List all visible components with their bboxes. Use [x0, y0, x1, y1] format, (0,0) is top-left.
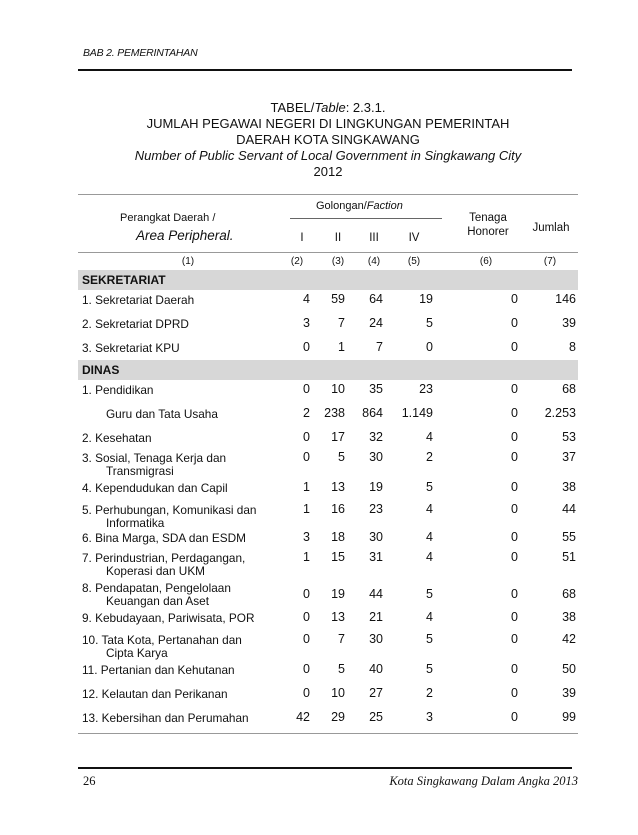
title-line-en: Number of Public Servant of Local Government in Singkawang City [134, 148, 522, 163]
col-g2: II [334, 232, 342, 244]
header-top-line [78, 194, 578, 195]
jumlah-label: Jumlah [532, 222, 570, 234]
table-row: 4. Kependudukan dan Capil 1 13 19 5 0 38 [82, 480, 576, 495]
page-number: 26 [83, 774, 96, 788]
table-title [78, 100, 578, 180]
header-rule [78, 69, 572, 71]
col-index-3: (3) [331, 256, 345, 267]
table-row: 3. Sosial, Tenaga Kerja dan Transmigrasi 0 5 30 2 0 37 [82, 450, 576, 478]
table-row: 6. Bina Marga, SDA dan ESDM 3 18 30 4 0 55 [82, 530, 576, 545]
col-index-5: (5) [407, 256, 421, 267]
footer-rule [78, 767, 572, 769]
table-row: 8. Pendapatan, Pengelolaan Keuangan dan Aset 0 19 44 5 0 68 [82, 581, 576, 608]
col-g1: I [300, 232, 304, 244]
section-row: DINAS [78, 360, 578, 380]
table-row: 12. Kelautan dan Perikanan 0 10 27 2 0 39 [82, 686, 576, 701]
honorer-label: Honorer [467, 226, 509, 238]
col-g4: IV [408, 232, 420, 244]
col-index-4: (4) [367, 256, 381, 267]
chapter-header: BAB 2. PEMERINTAHAN [83, 47, 198, 59]
col-index-7: (7) [543, 256, 557, 267]
section-row: SEKRETARIAT [78, 270, 578, 290]
table-row: 7. Perindustrian, Perdagangan, Koperasi dan UKM 1 15 31 4 0 51 [82, 550, 576, 578]
table-row: 1. Sekretariat Daerah 4 59 64 19 0 146 [82, 292, 576, 307]
title-line-id-1: JUMLAH PEGAWAI NEGERI DI LINGKUNGAN PEMERINTAH [146, 116, 510, 131]
publication-name: Kota Singkawang Dalam Angka 2013 [389, 774, 578, 788]
table-header [78, 190, 578, 270]
table-row: 3. Sekretariat KPU 0 1 7 0 0 8 [82, 340, 576, 355]
perangkat-label: Perangkat Daerah / [120, 212, 216, 224]
table-row: 11. Pertanian dan Kehutanan 0 5 40 5 0 50 [82, 662, 576, 677]
col-g3: III [369, 232, 379, 244]
col-index-2: (2) [290, 256, 304, 267]
col-index-1: (1) [181, 256, 195, 267]
table-number: TABEL/Table: 2.3.1. [270, 100, 386, 115]
golongan-label: Golongan/Faction [316, 200, 403, 212]
table-row: 2. Kesehatan 0 17 32 4 0 53 [82, 430, 576, 445]
table-row: 13. Kebersihan dan Perumahan 42 29 25 3 0 99 [82, 710, 576, 725]
table-row: Guru dan Tata Usaha 2 238 864 1.149 0 2.253 [106, 406, 576, 421]
table-row: 9. Kebudayaan, Pariwisata, POR 0 13 21 4 0 38 [82, 610, 576, 625]
table-row: 10. Tata Kota, Pertanahan dan Cipta Karya 0 7 30 5 0 42 [82, 632, 576, 660]
col-index-6: (6) [479, 256, 493, 267]
title-line-id-2: DAERAH KOTA SINGKAWANG [236, 132, 420, 147]
table-row: 1. Pendidikan 0 10 35 23 0 68 [82, 382, 576, 397]
golongan-underline [290, 218, 442, 219]
table-row: 5. Perhubungan, Komunikasi dan Informatika 1 16 23 4 0 44 [82, 502, 576, 530]
table-row: 2. Sekretariat DPRD 3 7 24 5 0 39 [82, 316, 576, 331]
area-label: Area Peripheral. [136, 228, 234, 243]
header-mid-line [78, 252, 578, 253]
title-year: 2012 [313, 164, 343, 179]
table-bottom-line [78, 733, 578, 734]
tenaga-label: Tenaga [469, 212, 507, 224]
